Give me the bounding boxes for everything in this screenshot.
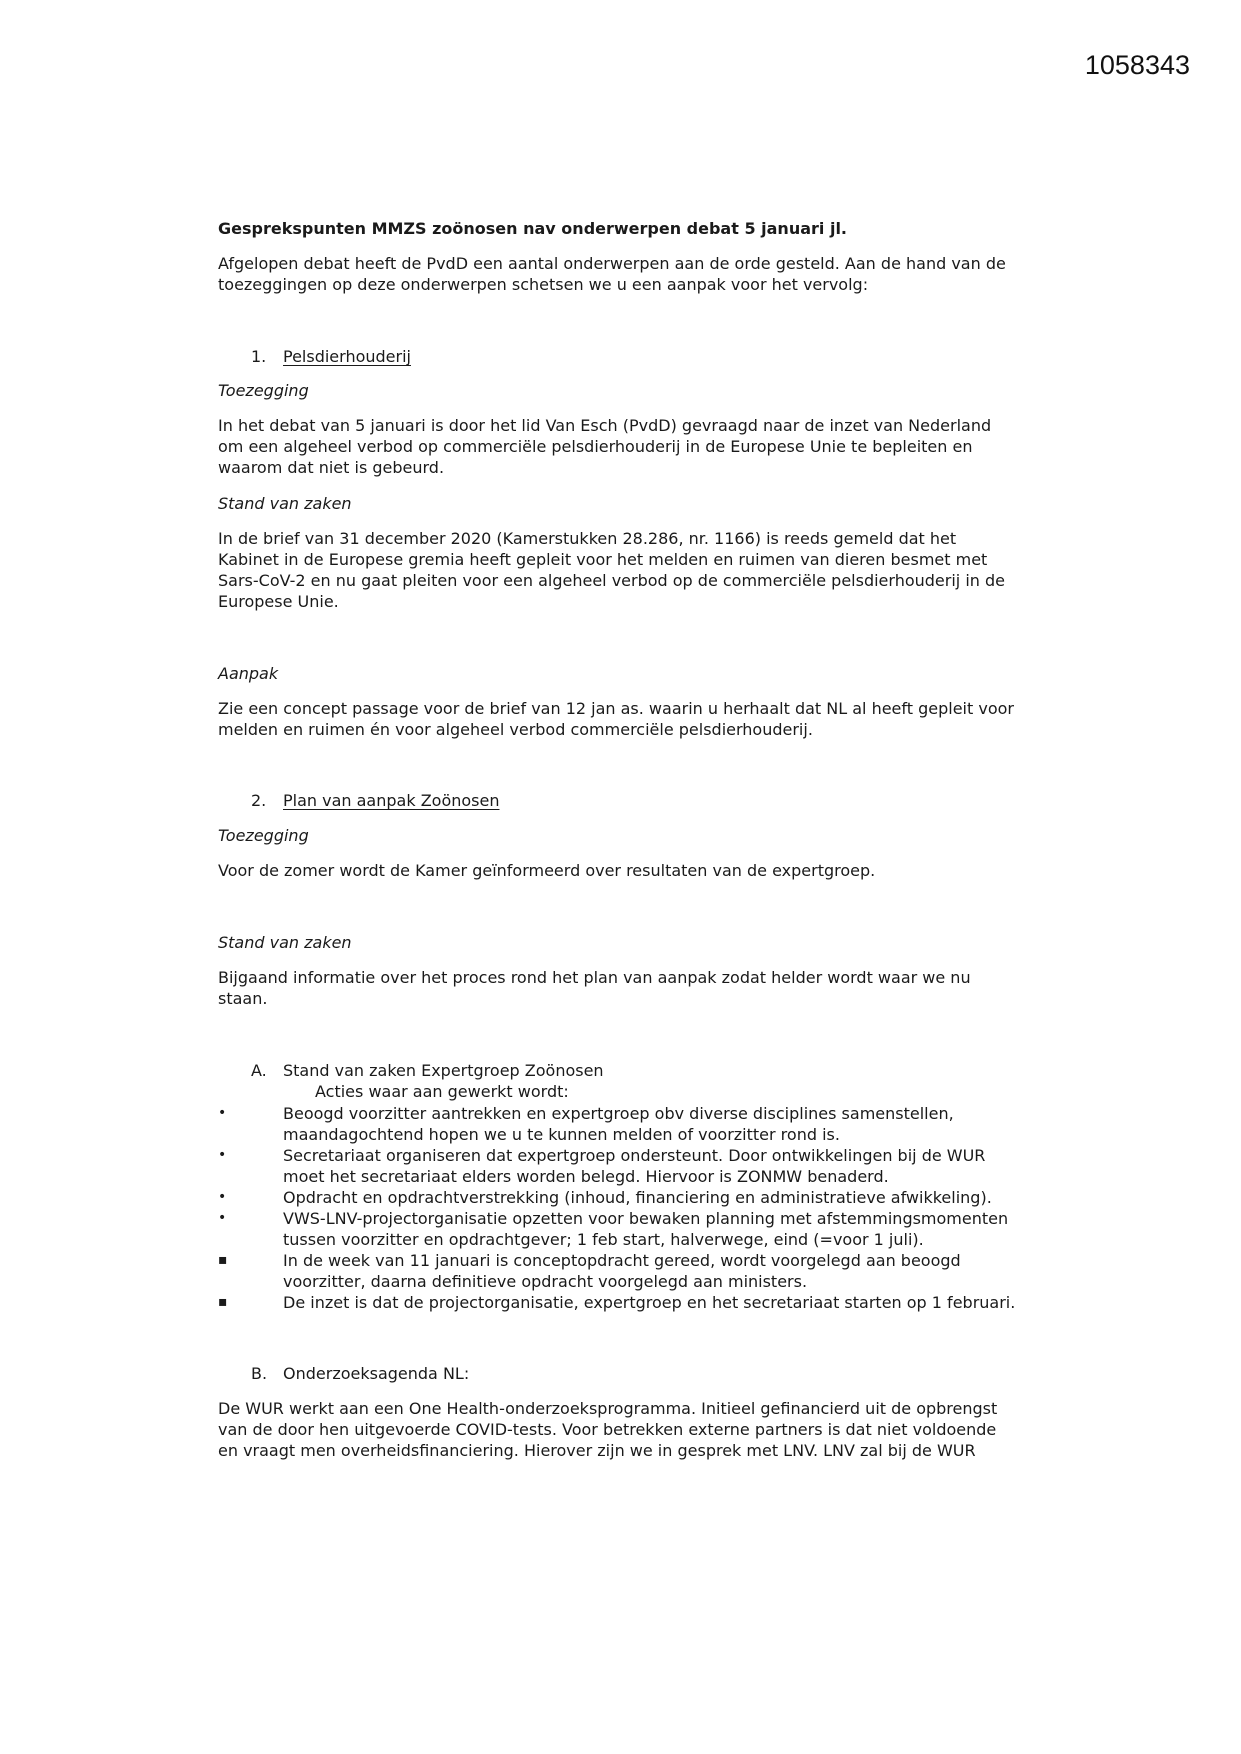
section1-toezegging-line: waarom dat niet is gebeurd.	[218, 458, 445, 477]
section2-stand-line: Bijgaand informatie over het proces rond het plan van aanpak zodat helder wordt waar we nu	[218, 968, 971, 987]
intro-line-1: Afgelopen debat heeft de PvdD een aantal onderwerpen aan de orde gesteld. Aan de hand van de	[218, 254, 1006, 273]
section1-toezegging-line: In het debat van 5 januari is door het lid Van Esch (PvdD) gevraagd naar de inzet van Nederland	[218, 416, 992, 435]
bullet-line: Beoogd voorzitter aantrekken en expertgroep obv diverse disciplines samenstellen,	[283, 1104, 954, 1123]
subB-text-line: De WUR werkt aan een One Health-onderzoeksprogramma. Initieel gefinancierd uit de opbrengst	[218, 1399, 998, 1418]
section1-stand-line: Kabinet in de Europese gremia heeft gepleit voor het melden en ruimen van dieren besmet met	[218, 550, 988, 569]
section1-stand-line: Sars-CoV-2 en nu gaat pleiten voor een algeheel verbod op de commerciële pelsdierhouderij in de	[218, 571, 1005, 590]
section1-heading: Pelsdierhouderij	[283, 347, 411, 366]
subB-heading: Onderzoeksagenda NL:	[283, 1364, 470, 1383]
section1-stand-line: Europese Unie.	[218, 592, 339, 611]
bullet-marker: •	[218, 1189, 227, 1205]
section1-toezegging-line: om een algeheel verbod op commerciële pelsdierhouderij in de Europese Unie te bepleiten en	[218, 437, 973, 456]
section1-stand-label: Stand van zaken	[218, 494, 352, 513]
bullet-marker: •	[218, 1147, 227, 1163]
subA-letter: A.	[251, 1061, 267, 1080]
bullet-line: Secretariaat organiseren dat expertgroep ondersteunt. Door ontwikkelingen bij de WUR	[283, 1146, 986, 1165]
bullet-marker: •	[218, 1210, 227, 1226]
bullet-marker: ▪	[218, 1252, 228, 1268]
bullet-line: maandagochtend hopen we u te kunnen melden of voorzitter rond is.	[283, 1125, 840, 1144]
bullet-line: In de week van 11 januari is conceptopdracht gereed, wordt voorgelegd aan beoogd	[283, 1251, 961, 1270]
subA-heading: Stand van zaken Expertgroep Zoönosen	[283, 1061, 604, 1080]
section1-aanpak-label: Aanpak	[218, 664, 279, 683]
section1-aanpak-line: Zie een concept passage voor de brief van 12 jan as. waarin u herhaalt dat NL al heeft gepleit voor	[218, 699, 1014, 718]
bullet-line: VWS-LNV-projectorganisatie opzetten voor bewaken planning met afstemmingsmomenten	[283, 1209, 1009, 1228]
document-id: 1058343	[1084, 50, 1190, 80]
section2-stand-label: Stand van zaken	[218, 933, 352, 952]
intro-line-2: toezeggingen op deze onderwerpen schetsen we u een aanpak voor het vervolg:	[218, 275, 869, 294]
section2-toezegging-line: Voor de zomer wordt de Kamer geïnformeerd over resultaten van de expertgroep.	[218, 861, 876, 880]
bullet-marker: •	[218, 1105, 227, 1121]
subB-text-line: van de door hen uitgevoerde COVID-tests. Voor betrekken externe partners is dat niet voldoende	[218, 1420, 997, 1439]
subB-text-line: en vraagt men overheidsfinanciering. Hierover zijn we in gesprek met LNV. LNV zal bij de WUR	[218, 1441, 976, 1460]
section1-aanpak-line: melden en ruimen én voor algeheel verbod commerciële pelsdierhouderij.	[218, 720, 813, 739]
bullet-marker: ▪	[218, 1294, 228, 1310]
section1-stand-line: In de brief van 31 december 2020 (Kamerstukken 28.286, nr. 1166) is reeds gemeld dat het	[218, 529, 957, 548]
section2-toezegging-label: Toezegging	[218, 826, 309, 845]
section2-number: 2.	[251, 791, 267, 810]
bullet-line: tussen voorzitter en opdrachtgever; 1 feb start, halverwege, eind (=voor 1 juli).	[283, 1230, 924, 1249]
bullet-line: voorzitter, daarna definitieve opdracht voorgelegd aan ministers.	[283, 1272, 808, 1291]
subB-letter: B.	[251, 1364, 268, 1383]
section1-number: 1.	[251, 347, 267, 366]
bullet-line: moet het secretariaat elders worden belegd. Hiervoor is ZONMW benaderd.	[283, 1167, 889, 1186]
document-title: Gesprekspunten MMZS zoönosen nav onderwerpen debat 5 januari jl.	[218, 219, 847, 238]
bullet-line: De inzet is dat de projectorganisatie, expertgroep en het secretariaat starten op 1 februari.	[283, 1293, 1016, 1312]
subA-subheading: Acties waar aan gewerkt wordt:	[315, 1082, 569, 1101]
section2-heading: Plan van aanpak Zoönosen	[283, 791, 500, 810]
section2-stand-line: staan.	[218, 989, 268, 1008]
section1-toezegging-label: Toezegging	[218, 381, 309, 400]
bullet-line: Opdracht en opdrachtverstrekking (inhoud, financiering en administratieve afwikkeling).	[283, 1188, 992, 1207]
